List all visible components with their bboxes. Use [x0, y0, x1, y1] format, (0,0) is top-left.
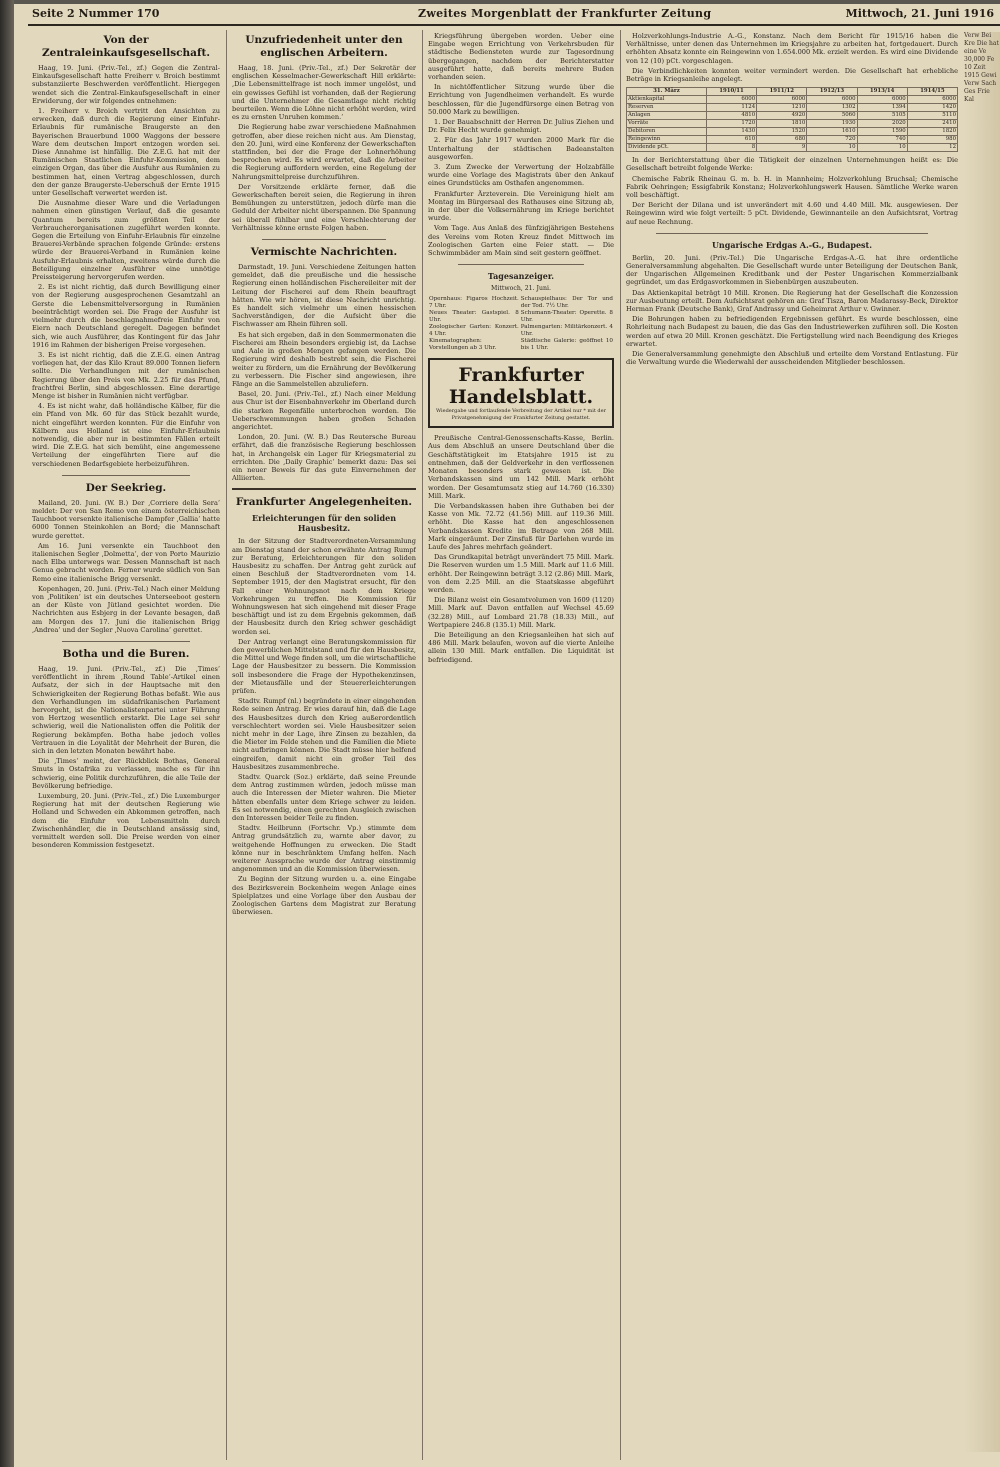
- calendar-entry: Kinematographen: Vorstellungen ab 3 Uhr.: [429, 338, 497, 352]
- article-paragraph: Der Bericht der Dilana und ist unverändert mit 4.60 und 4.40 Mill. Mk. ausgewiesen. Der Reingewinn wird wie folgt verteilt: 5 pCt. Dividende, Gewinnanteile an den Aufsichtsrat, Vortrag auf neue Rechnung.: [626, 201, 958, 226]
- article-paragraph: Am 16. Juni versenkte ein Tauchboot den italienischen Segler ‚Dolmetta‘, der von Porto Maurizio nach Elba unterwegs war. Dessen Mannschaft ist nach Genua gebracht worden. Ferner wurde südlich von San Remo eine italienische Brigg versenkt.: [32, 541, 220, 583]
- article-paragraph: In der Berichterstattung über die Tätigkeit der einzelnen Unternehmungen heißt es: Die Gesellschaft betreibt folgende Werke:: [626, 156, 958, 173]
- article-paragraph: Preußische Central-Genossenschafts-Kasse, Berlin. Aus dem Abschluß an unsere Deutschland über die Geschäftstätigkeit im Etatsjahre 1915 ist zu entnehmen, daß der Geldverkehr in den verflossenen Monaten besonders stark gewesen ist. Die Verbandskassen sind um 142 Mill. Mark erhöht worden. Der Gesamtumsatz stieg auf 14.760 (16.330) Mill. Mark.: [428, 434, 614, 500]
- article-paragraph: Vom Tage. Aus Anlaß des fünfzigjährigen Bestehens des Vereins vom Roten Kreuz findet Mittwoch im Zoologischen Garten eine Feier statt. — Die Schwimmbäder am Main sind seit gestern geöffnet.: [428, 224, 614, 258]
- article-paragraph: Der Antrag verlangt eine Beratungskommission für den gewerblichen Mittelstand und für den Hausbesitz, die Mittel und Wege finden soll, um die wirtschaftliche Lage der Hausbesitzer zu bessern. Die Kommission soll insbesondere die Frage der Hypothekenzinsen, der Mietausfälle und der Steuererleichterungen prüfen.: [232, 637, 416, 695]
- table-cell: 1810: [757, 120, 807, 128]
- article-paragraph: 1. Freiherr v. Broich vertritt den Ansichten zu erwecken, daß durch die Regierung einer Einfuhr-Erlaubnis für rumänische Braugerste an den Bayerischen Brauerbund 1000 Waggons der bessere Ware dem deutschen Import entzogen worden sei. Diese Annahme ist hinfällig. Die Z.E.G. hat mit der Rumänischen Staatlichen Einfuhr-Kommission, dem einzigen Organ, das über die Ausfuhr aus Rumänien zu bestimmen hat, einen Vertrag abgeschlossen, durch den der ganze Braugerste-Ueberschuß der Ernte 1915 unter Gesellschaft verwertet werden ist.: [32, 107, 220, 198]
- divider: [262, 239, 386, 240]
- table-header-cell: 1910/11: [706, 88, 756, 96]
- table-row: [627, 96, 958, 104]
- column-rule: [422, 30, 423, 1460]
- article-paragraph: Darmstadt, 19. Juni. Verschiedene Zeitungen hatten gemeldet, daß die preußische und die hessische Regierung einen holländischen Fischereileiter mit der Leitung der Fischerei auf dem Rhein beauftragt hätten. Wie wir hören, ist diese Nachricht unrichtig. Es handelt sich vielmehr um einen hessischen Sachverständigen, der die Aufsicht über die Fischwasser am Rhein führen soll.: [232, 263, 416, 329]
- calendar-row: [428, 324, 614, 338]
- article-paragraph: 3. Es ist nicht richtig, daß die Z.E.G. einen Antrag vorliegen hat, der das Kilo Kraut 89.000 Tonnen liefern sollte. Die Verhandlungen mit der rumänischen Regierung über den Preis von Mk. 2.25 für das Pfund, frachtfrei Berlin, sind abgeschlossen. Eine derartige Menge ist bisher in Rumänien nicht verfügbar.: [32, 350, 220, 400]
- table-cell: 5110: [907, 112, 957, 120]
- table-cell: 6000: [907, 96, 957, 104]
- divider: [62, 475, 190, 476]
- article-paragraph: 3. Zum Zwecke der Verwertung der Holzabfälle wurde eine Vorlage des Magistrats über den Ankauf eines Grundstücks am Osthafen angenommen.: [428, 163, 614, 188]
- article-paragraph: Die Ausnahme dieser Ware und die Verladungen nahmen einen günstigen Verlauf, daß die gesamte Quantum bereits zum größten Teil der Verbraucherorganisationen zugeführt werden konnte. Gegen die Erteilung von Einfuhr-Erlaubnis für einzelne Brauerei-Verbände sprachen folgende Gründe: erstens würde der Brauerei-Verband in Rumänien keine Ausfuhr-Erlaubnis erhalten, zweitens würde durch die Beteiligung einzelner Ausführer eine unnötige Preissteigerung hervorgerufen werden.: [32, 199, 220, 282]
- article-paragraph: Die Verbindlichkeiten konnten weiter vermindert werden. Die Gesellschaft hat erhebliche Beträge in Kriegsanleihe angelegt.: [626, 66, 958, 84]
- financial-table: [626, 87, 958, 152]
- column-rule: [620, 30, 621, 1460]
- table-row: [627, 120, 958, 128]
- article-paragraph: Holzverkohlungs-Industrie A.-G., Konstanz. Nach dem Bericht für 1915/16 haben die Verhältnisse, unter denen das Unternehmen im Kriegsjahre zu arbeiten hat, fortgedauert. Durch erhöhten Absatz konnte ein Reingewinn von 1.654.000 Mk. erzielt werden. Es wird eine Dividende von 12 (10) pCt. vorgeschlagen.: [626, 32, 958, 65]
- table-cell: 10: [807, 144, 857, 152]
- column-2: [232, 32, 416, 1457]
- table-cell: 1394: [857, 104, 907, 112]
- article-headline: Der Seekrieg.: [85, 481, 167, 494]
- table-cell: 2410: [907, 120, 957, 128]
- article-headline: Vermischte Nachrichten.: [250, 246, 398, 259]
- events-calendar: [428, 296, 614, 352]
- table-cell: 1930: [807, 120, 857, 128]
- handelsblatt-title: Frankfurter Handelsblatt.: [448, 364, 594, 409]
- calendar-title: Tagesanzeiger.: [487, 271, 555, 282]
- table-cell: Reingewinn: [627, 136, 707, 144]
- article-headline: Ungarische Erdgas A.-G., Budapest.: [711, 239, 873, 250]
- article-paragraph: Stadtv. Rumpf (nl.) begründete in einer eingehenden Rede seinen Antrag. Er wies darauf hin, daß die Lage des Hausbesitzes durch den Krieg außerordentlich verschlechtert worden sei. Viele Hausbesitzer seien nicht mehr in der Lage, ihre Zinsen zu bezahlen, da die Mieter im Felde stehen und die Familien die Miete nicht aufbringen können. Die Stadt müsse hier helfend eingreifen, damit nicht ein großer Teil des Hausbesitzes zusammenbreche.: [232, 697, 416, 771]
- table-cell: 4920: [757, 112, 807, 120]
- table-cell: 1430: [706, 128, 756, 136]
- issue-date: Mittwoch, 21. Juni 1916: [845, 7, 994, 20]
- table-cell: 1302: [807, 104, 857, 112]
- calendar-row: [428, 338, 614, 352]
- article-paragraph: Kopenhagen, 20. Juni. (Priv.-Tel.) Nach einer Meldung von ‚Politiken‘ ist ein deutsches Unterseeboot gestern an der Küste von Jütland gesichtet worden. Die Nachrichten aus Esbjerg in der Levante besagen, daß am Morgen des 17. Juni die italienischen Brigg ‚Andrea‘ und der Segler ‚Nuova Carolina‘ gerettet.: [32, 584, 220, 634]
- table-header-cell: 31. März: [627, 88, 707, 96]
- calendar-entry: Zoologischer Garten: Konzert. 4 Uhr.: [429, 324, 519, 338]
- table-cell: 6000: [857, 96, 907, 104]
- divider: [458, 264, 584, 265]
- table-cell: 6000: [757, 96, 807, 104]
- table-row: [627, 104, 958, 112]
- article-paragraph: 2. Für das Jahr 1917 wurden 2000 Mark für die Unterhaltung der städtischen Badeanstalten ausgeworfen.: [428, 136, 614, 161]
- table-row: [627, 144, 958, 152]
- table-cell: 1820: [907, 128, 957, 136]
- table-cell: 720: [807, 136, 857, 144]
- table-cell: 5060: [807, 112, 857, 120]
- article-paragraph: 1. Der Bauabschnitt der Herren Dr. Julius Ziehen und Dr. Felix Hecht wurde genehmigt.: [428, 118, 614, 135]
- article-paragraph: Zu Beginn der Sitzung wurden u. a. eine Eingabe des Bezirksverein Bockenheim wegen Anlage eines Spielplatzes und eine Vorlage über den Ausbau der Zoologischen Gartens dem Magistrat zur Beratung überwiesen.: [232, 875, 416, 917]
- table-cell: 9: [757, 144, 807, 152]
- table-cell: 1610: [807, 128, 857, 136]
- newspaper-page: [14, 4, 1000, 1467]
- table-cell: 1590: [857, 128, 907, 136]
- table-cell: 4810: [706, 112, 756, 120]
- table-cell: Aktienkapital: [627, 96, 707, 104]
- article-paragraph: Mailand, 20. Juni. (W. B.) Der ‚Corriere della Sera‘ meldet: Der von San Remo von einem österreichischen Tauchboot versenkte italienische Dampfer ‚Gallia‘ hatte 6000 Tonnen Steinkohlen an Bord; die Mannschaft wurde gerettet.: [32, 498, 220, 540]
- article-paragraph: 4. Es ist nicht wahr, daß holländische Kälber, für die ein Pfand von Mk. 60 für das Stück bezahlt wurde, nicht eingeführt werden konnten. Für die Einfuhr von Kälbern aus Holland ist eine Einfuhr-Erlaubnis notwendig, die aber nur in bestimmten Fällen erteilt wird. Die Z.E.G. hat sich bemüht, eine angemessene Verteilung der eingeführten Tiere auf die verschiedenen Bedarfsgebiete herbeizuführen.: [32, 402, 220, 468]
- article-paragraph: Die Bilanz weist ein Gesamtvolumen von 1609 (1120) Mill. Mark auf. Davon entfallen auf Wechsel 45.69 (32.28) Mill., auf Lombard 21.78 (18.33) Mill., auf Wertpapiere 246.8 (135.1) Mill. Mark.: [428, 596, 614, 629]
- table-cell: Debitoren: [627, 128, 707, 136]
- table-cell: Anlagen: [627, 112, 707, 120]
- table-header-cell: 1914/15: [907, 88, 957, 96]
- article-headline: Von der Zentraleinkaufsgesellschaft.: [42, 34, 210, 59]
- table-cell: Reserven: [627, 104, 707, 112]
- column-1: [32, 32, 220, 1457]
- table-header-cell: 1912/13: [807, 88, 857, 96]
- article-paragraph: Das Grundkapital beträgt unverändert 75 Mill. Mark. Die Reserven wurden um 1.5 Mill. Mark auf 11.6 Mill. erhöht. Der Reingewinn beträgt 3.12 (2.86) Mill. Mark, von dem 2.25 Mill. an die Staatskasse abgeführt werden.: [428, 553, 614, 594]
- table-row: [627, 112, 958, 120]
- article-paragraph: Stadtv. Quarck (Soz.) erklärte, daß seine Freunde dem Antrag zustimmen würden, jedoch müsse man auch die Interessen der Mieter wahren. Die Mieter hätten ebenfalls unter dem Kriege schwer zu leiden. Es sei notwendig, einen gerechten Ausgleich zwischen den Interessen beider Teile zu finden.: [232, 773, 416, 823]
- article-paragraph: 2. Es ist nicht richtig, daß durch Bewilligung einer von der Regierung ausgesprochenen Gesamtzahl an Gerste die Lebensmittelversorgung in Rumänien beeinträchtigt worden sei. Die Frage der Ausfuhr ist vielmehr durch die beschlagnahmefreie Einfuhr von Eiern nach Deutschland geregelt. Dagegen befindet sich, wie auch Ausführer, das Kontingent für das Jahr 1916 im Rahmen der bisherigen Preise vorgesehen.: [32, 283, 220, 349]
- table-cell: 12: [907, 144, 957, 152]
- table-cell: 680: [757, 136, 807, 144]
- table-cell: 1124: [706, 104, 756, 112]
- divider: [656, 233, 928, 234]
- table-cell: 6000: [706, 96, 756, 104]
- handelsblatt-header: [428, 358, 614, 428]
- table-cell: 1420: [907, 104, 957, 112]
- article-paragraph: Chemische Fabrik Rheinau G. m. b. H. in Mannheim; Holzverkohlung Bruchsal; Chemische Fabrik Oehringen; Essigfabrik Konstanz; Holzverkohlungswerk Hausen. Sämtliche Werke waren voll beschäftigt.: [626, 174, 958, 200]
- calendar-row: [428, 310, 614, 324]
- article-paragraph: In nichtöffentlicher Sitzung wurde über die Errichtung von Jugendheimen verhandelt. Es wurde beschlossen, für die Jugendfürsorge einen Betrag von 50.000 Mark zu bewilligen.: [428, 83, 614, 116]
- article-paragraph: Das Aktienkapital beträgt 10 Mill. Kronen. Die Regierung hat der Gesellschaft die Konzession zur Ausbeutung erteilt. Dem Aufsichtsrat gehören an: Graf Tisza, Baron Madarassy-Beck, Direktor Herman Frank (Deutsche Bank), Graf Andrassy und Geheimrat Arthur v. Gwinner.: [626, 288, 958, 314]
- article-paragraph: Basel, 20. Juni. (Priv.-Tel., zf.) Nach einer Meldung aus Chur ist der Eisenbahnverkehr im Oberland durch die starken Regenfälle unterbrochen worden. Die Ueberschwemmungen haben großen Schaden angerichtet.: [232, 390, 416, 431]
- article-paragraph: Kriegsführung übergeben worden. Ueber eine Eingabe wegen Errichtung von Verkehrsbuden für städtische Bediensteten wurde zur Tagesordnung übergegangen, nachdem der Berichterstatter ausgeführt hatte, daß bereits mehrere Buden vorhanden seien.: [428, 32, 614, 82]
- article-paragraph: Luxemburg, 20. Juni. (Priv.-Tel., zf.) Die Luxemburger Regierung hat mit der deutschen Regierung wie Holland und Schweden ein Abkommen getroffen, nach dem die Einfuhr von Lebensmitteln durch Zwischenhändler, die in Deutschland ansässig sind, vermittelt werden soll. Die Preise werden von einer besonderen Kommission festgesetzt.: [32, 792, 220, 850]
- table-cell: 1720: [706, 120, 756, 128]
- calendar-entry: Opernhaus: Figaros Hochzeit. 7 Uhr.: [429, 296, 519, 310]
- calendar-entry: Palmengarten: Militärkonzert. 4 Uhr.: [520, 324, 613, 338]
- masthead: [28, 4, 1000, 26]
- table-cell: 740: [857, 136, 907, 144]
- calendar-date: Mittwoch, 21. Juni.: [491, 285, 551, 293]
- table-cell: 980: [907, 136, 957, 144]
- table-cell: 1520: [757, 128, 807, 136]
- article-paragraph: Berlin, 20. Juni. (Priv.-Tel.) Die Ungarische Erdgas-A.-G. hat ihre ordentliche Generalversammlung abgehalten. Die Gesellschaft wurde unter Beteiligung der Deutschen Bank, der Ungarischen Allgemeinen Kreditbank und der Pester Ungarischen Kommerzialbank gegründet, um das Erdgasvorkommen in Siebenbürgen auszubeuten.: [626, 253, 958, 287]
- table-cell: Vorräte: [627, 120, 707, 128]
- table-header-cell: 1911/12: [757, 88, 807, 96]
- newspaper-title: Zweites Morgenblatt der Frankfurter Zeitung: [418, 7, 712, 20]
- table-row: [627, 136, 958, 144]
- table-cell: 1210: [757, 104, 807, 112]
- article-paragraph: Haag, 18. Juni. (Priv.-Tel., zf.) Der Sekretär der englischen Kesselmacher-Gewerkschaft Hill erklärte: ‚Die Lebensmittelfrage ist noch immer ungelöst, und ein gewisses Gefühl ist vorhanden, daß der Regierung und die Unternehmer die Gesamtlage nicht richtig beurteilen. Wenn die Löhne nicht erhöht werden, wird es zu ernsten Unruhen kommen.‘: [232, 64, 416, 122]
- article-headline: Frankfurter Angelegenheiten.: [235, 496, 413, 509]
- calendar-entry: Schauspielhaus: Der Tor und der Tod. 7½ Uhr.: [520, 296, 613, 310]
- divider: [62, 641, 190, 642]
- table-cell: Dividende pCt.: [627, 144, 707, 152]
- table-cell: 2020: [857, 120, 907, 128]
- table-cell: 10: [857, 144, 907, 152]
- handelsblatt-notice: Wiedergabe und fortlaufende Verbreitung der Artikel nur * mit der Privatgenehmigung der Frankfurter Zeitung gestattet.: [436, 408, 606, 422]
- table-cell: 6000: [807, 96, 857, 104]
- page-number: Seite 2 Nummer 170: [32, 7, 160, 20]
- table-row: [627, 128, 958, 136]
- article-paragraph: Frankfurter Ärzteverein. Die Vereinigung hielt am Montag im Bürgersaal des Rathauses eine Sitzung ab, in der über die Volksernährung im Kriege berichtet wurde.: [428, 189, 614, 223]
- table-cell: 8: [706, 144, 756, 152]
- table-header-cell: 1913/14: [857, 88, 907, 96]
- article-paragraph: Es hat sich ergeben, daß in den Sommermonaten die Fischerei am Rhein besonders ergiebig ist, da Lachse und Aale in großen Mengen gefangen werden. Die Regierung wird deshalb bestrebt sein, die Fischerei weiter zu fördern, um die Ernährung der Bevölkerung zu verbessern. Die Fischer sind angewiesen, ihre Fänge an die Sammelstellen abzuliefern.: [232, 330, 416, 388]
- article-paragraph: Die ‚Times‘ meint, der Rückblick Bothas, General Smuts in Ostafrika zu verlassen, mache es für ihn schwierig, eine Politik durchzuführen, die alle Teile der Bevölkerung befriedige.: [32, 757, 220, 790]
- calendar-entry: Neues Theater: Gastspiel. 8 Uhr.: [429, 310, 519, 324]
- column-3: [428, 32, 614, 1457]
- article-headline: Botha und die Buren.: [62, 648, 190, 660]
- article-paragraph: Haag, 19. Juni. (Priv.-Tel., zf.) Die ‚Times‘ veröffentlicht in ihrem ‚Round Table‘-Artikel einen Aufsatz, der sich in der Hauptsache mit den Schwierigkeiten der Regierung Bothas befaßt. Wie aus den Verhandlungen im südafrikanischen Parlament hervorgeht, ist die Nationalistenpartei unter Führung von Hertzog wesentlich erstarkt. Die Lage sei sehr schwierig, weil die Nationalisten offen die Politik der Regierung bekämpfen. Botha habe jedoch volles Vertrauen in die Loyalität der Mehrheit der Buren, die sich in den letzten Monaten bewährt habe.: [32, 665, 220, 756]
- article-subheadline: Erleichterungen für den soliden Hausbesitz.: [251, 513, 397, 534]
- article-paragraph: Haag, 19. Juni. (Priv.-Tel., zf.) Gegen die Zentral-Einkaufsgesellschaft hatte Freiherr v. Broich bestimmt substanziierte Beschwerden veröffentlicht. Hiergegen wendet sich die Zentral-Einkaufsgesellschaft in einer Erwiderung, der wir folgendes entnehmen:: [32, 64, 220, 105]
- page-binding: [0, 0, 14, 1467]
- article-paragraph: Die Bohrungen haben zu befriedigenden Ergebnissen geführt. Es wurde beschlossen, eine Rohrleitung nach Budapest zu bauen, die das Gas den Industriewerken zuführen soll. Die Kosten werden auf etwa 20 Mill. Kronen geschätzt. Die Fertigstellung wird nach Beendigung des Krieges erwartet.: [626, 315, 958, 348]
- divider: [232, 488, 416, 490]
- article-paragraph: Stadtv. Heilbrunn (Fortschr. Vp.) stimmte dem Antrag grundsätzlich zu, warnte aber davor, zu weitgehende Hoffnungen zu erwecken. Die Stadt könne nur in beschränktem Umfang helfen. Nach weiterer Aussprache wurde der Antrag einstimmig angenommen und an die Kommission überwiesen.: [232, 824, 416, 874]
- column-rule: [226, 30, 227, 1460]
- adjacent-page-edge: Verw Bei Kre Die hat eine Ve 30,000 Fe 10 Zeit 1915 Gewi Verw Sach Ges Frie Kal: [964, 32, 1000, 1452]
- article-paragraph: Die Beteiligung an den Kriegsanleihen hat sich auf 486 Mill. Mark belaufen, wovon auf die vierte Anleihe allein 130 Mill. Mark entfallen. Die Liquidität ist befriedigend.: [428, 630, 614, 664]
- calendar-entry: Schumann-Theater: Operette. 8 Uhr.: [520, 310, 613, 324]
- article-paragraph: Die Verbandskassen haben ihre Guthaben bei der Kasse von Mk. 72.72 (41.56) Mill. auf 119.36 Mill. erhöht. Die Kasse hat den angeschlossenen Verbandskassen Kredite im Betrage von 268 Mill. Mark eingeräumt. Der Zinsfuß für Darlehen wurde im Laufe des Jahres mehrfach geändert.: [428, 501, 614, 551]
- article-paragraph: Die Regierung habe zwar verschiedene Maßnahmen getroffen, aber diese reichen nicht aus. Am Dienstag, den 20. Juni, wird eine Konferenz der Gewerkschaften stattfinden, bei der die Frage der Lohnerhöhung besprochen wird. Es wird erwartet, daß die Arbeiter die Regierung auffordern werden, eine Regelung der Nahrungsmittelpreise durchzuführen.: [232, 123, 416, 181]
- article-headline: Unzufriedenheit unter den englischen Arbeitern.: [245, 34, 403, 59]
- calendar-row: [428, 296, 614, 310]
- article-paragraph: London, 20. Juni. (W. B.) Das Reutersche Bureau erfährt, daß die französische Regierung beschlossen hat, in Archangelsk ein Lager für Kriegsmaterial zu errichten. Die ‚Daily Graphic‘ bemerkt dazu: Das sei ein neuer Beweis für das gute Einvernehmen der Alliierten.: [232, 433, 416, 483]
- calendar-entry: Städtische Galerie: geöffnet 10 bis 1 Uhr.: [520, 338, 613, 352]
- table-cell: 5105: [857, 112, 907, 120]
- column-4: [626, 32, 958, 1457]
- article-paragraph: Der Vorsitzende erklärte ferner, daß die Gewerkschaften bereit seien, die Regierung in ihren Bemühungen zu unterstützen, jedoch dürfe man die Geduld der Arbeiter nicht überspannen. Die Spannung sei überall fühlbar und eine Verschlechterung der Verhältnisse könne ernste Folgen haben.: [232, 182, 416, 232]
- article-paragraph: Die Generalversammlung genehmigte den Abschluß und erteilte dem Vorstand Entlastung. Für die Verwaltung wurde die Wiederwahl der ausscheidenden Mitglieder beschlossen.: [626, 350, 958, 367]
- table-cell: 610: [706, 136, 756, 144]
- article-paragraph: In der Sitzung der Stadtverordneten-Versammlung am Dienstag stand der schon erwähnte Antrag Rumpf zur Beratung, Erleichterungen für den soliden Hausbesitz zu schaffen. Der Antrag geht zurück auf einen Beschluß der Stadtverordneten vom 14. September 1915, der den Magistrat ersucht, für den Fall einer Wohnungsnot nach dem Kriege Vorkehrungen zu treffen. Die Kommission für Wohnungswesen hat sich eingehend mit dieser Frage beschäftigt und ist zu dem Ergebnis gekommen, daß der Hausbesitz durch den Krieg schwer geschädigt worden sei.: [232, 537, 416, 636]
